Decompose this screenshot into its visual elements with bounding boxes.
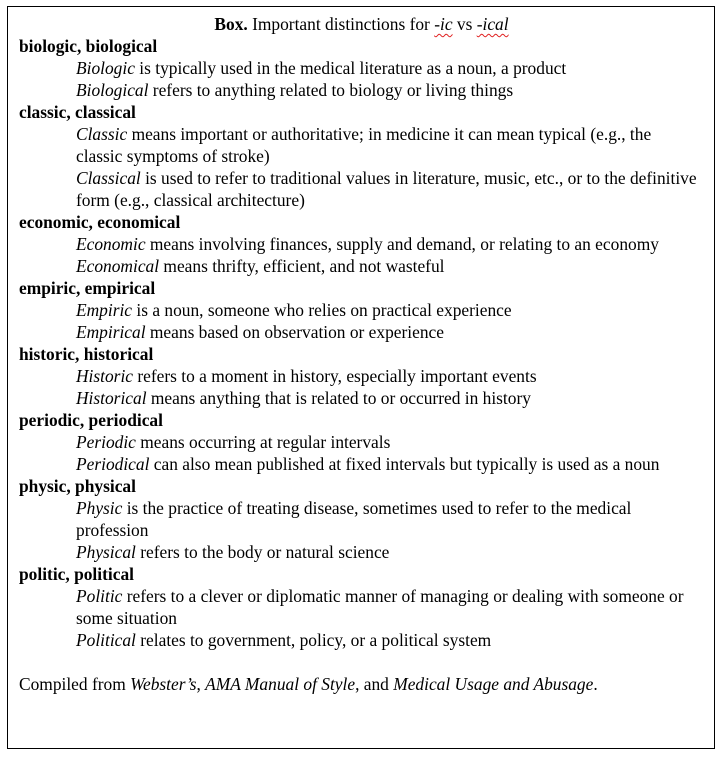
definition — [19, 321, 704, 343]
source-websters: Webster’s — [130, 674, 197, 694]
definition-text: means important or authoritative; in medicine it can mean typical (e.g., the classic symptoms of stroke) — [76, 124, 652, 166]
definition — [19, 255, 704, 277]
distinctions-box — [7, 6, 715, 749]
entry-heading: empiric, empirical — [19, 278, 156, 298]
definition-text: means thrifty, efficient, and not wasteful — [159, 256, 445, 276]
definition-term: Historic — [76, 366, 134, 386]
definition — [19, 585, 704, 629]
box-title — [19, 13, 704, 35]
definition-term: Biologic — [76, 58, 135, 78]
definition-term: Empirical — [76, 322, 146, 342]
entry-heading: economic, economical — [19, 212, 181, 232]
box-label: Box. — [214, 14, 248, 34]
definition-text: refers to anything related to biology or living things — [148, 80, 514, 100]
entry — [19, 277, 704, 343]
entry-heading: historic, historical — [19, 344, 154, 364]
definition — [19, 233, 704, 255]
source-footnote — [19, 673, 704, 695]
definition-text: means involving finances, supply and demand, or relating to an economy — [145, 234, 659, 254]
definition-term: Classical — [76, 168, 141, 188]
entry — [19, 563, 704, 651]
box-title-text: Important distinctions for — [247, 14, 435, 34]
definition-term: Classic — [76, 124, 128, 144]
definition-term: Economical — [76, 256, 160, 276]
definition-term: Physical — [76, 542, 136, 562]
footer-end: . — [593, 674, 598, 694]
definition-term: Economic — [76, 234, 146, 254]
entry-heading: physic, physical — [19, 476, 136, 496]
entry — [19, 343, 704, 409]
suffix-ic: -ic — [434, 14, 453, 34]
source-medical-usage: Medical Usage and Abusage — [393, 674, 594, 694]
definition-text: can also mean published at fixed intervals but typically is used as a noun — [149, 454, 660, 474]
definition — [19, 79, 704, 101]
definition-text: is used to refer to traditional values in literature, music, etc., or to the definitive form (e.g., classical architecture) — [76, 168, 697, 210]
entry — [19, 475, 704, 563]
footer-separator: , and — [355, 674, 394, 694]
definition-text: is the practice of treating disease, sometimes used to refer to the medical profession — [76, 498, 632, 540]
entry-heading: politic, political — [19, 564, 134, 584]
entry — [19, 101, 704, 211]
entry — [19, 35, 704, 101]
definition-text: refers to the body or natural science — [135, 542, 390, 562]
definition-term: Periodical — [76, 454, 150, 474]
definition — [19, 167, 704, 211]
entry — [19, 409, 704, 475]
entry-heading: classic, classical — [19, 102, 136, 122]
entry-heading: periodic, periodical — [19, 410, 163, 430]
source-ama-manual: AMA Manual of Style — [205, 674, 356, 694]
definition-text: means based on observation or experience — [145, 322, 444, 342]
footer-separator: , — [196, 674, 206, 694]
definition-term: Historical — [76, 388, 147, 408]
definition-term: Periodic — [76, 432, 136, 452]
definition-text: is a noun, someone who relies on practical experience — [132, 300, 512, 320]
definition — [19, 431, 704, 453]
definition — [19, 387, 704, 409]
definition — [19, 57, 704, 79]
vs-text: vs — [452, 14, 477, 34]
suffix-ical: -ical — [476, 14, 509, 34]
definition — [19, 299, 704, 321]
definition — [19, 453, 704, 475]
definition-term: Politic — [76, 586, 123, 606]
definition — [19, 629, 704, 651]
definition-term: Physic — [76, 498, 123, 518]
definition-text: means anything that is related to or occurred in history — [146, 388, 531, 408]
definition — [19, 123, 704, 167]
footer-prefix: Compiled from — [19, 674, 131, 694]
definition-text: relates to government, policy, or a political system — [135, 630, 492, 650]
definition — [19, 365, 704, 387]
definition-text: refers to a moment in history, especially important events — [133, 366, 537, 386]
definition-text: means occurring at regular intervals — [135, 432, 391, 452]
definition-text: is typically used in the medical literature as a noun, a product — [134, 58, 567, 78]
definition-term: Biological — [76, 80, 149, 100]
definition — [19, 541, 704, 563]
definition-term: Empiric — [76, 300, 133, 320]
definition-text: refers to a clever or diplomatic manner of managing or dealing with someone or some situation — [76, 586, 684, 628]
definition-term: Political — [76, 630, 136, 650]
entry-heading: biologic, biological — [19, 36, 158, 56]
entry — [19, 211, 704, 277]
definition — [19, 497, 704, 541]
entry-list — [19, 35, 704, 651]
